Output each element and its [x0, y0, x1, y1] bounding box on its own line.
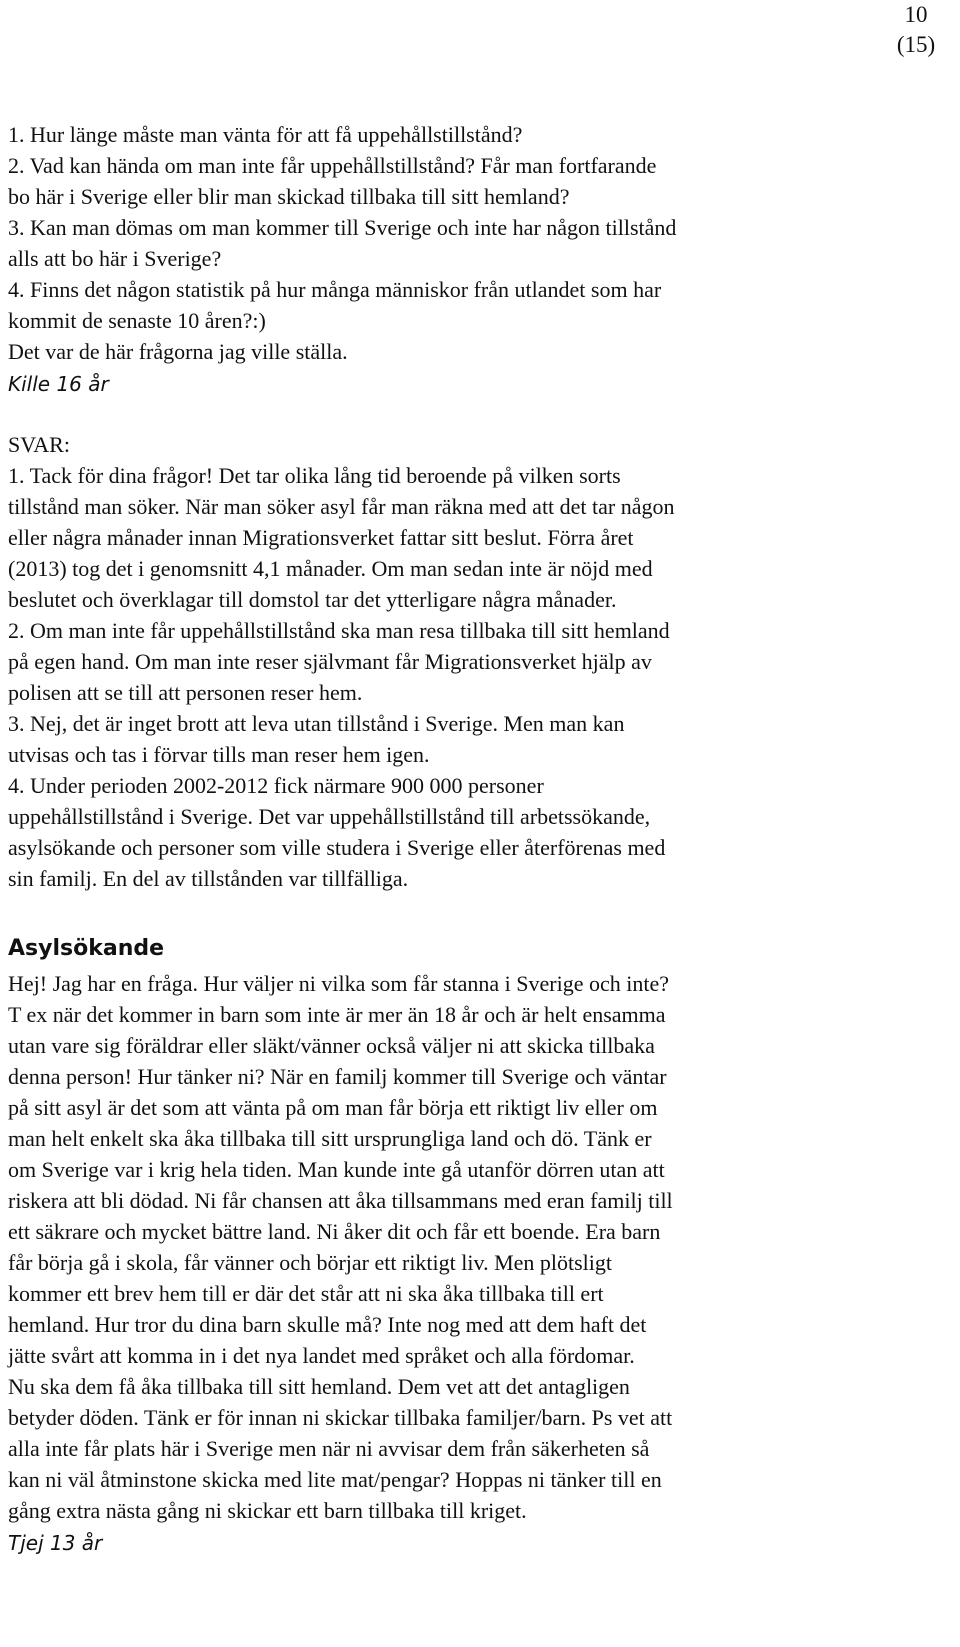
question-signature: Kille 16 år [8, 372, 109, 396]
text-line: 2. Vad kan hända om man inte får uppehållstillstånd? Får man fortfarande [8, 153, 657, 178]
text-line: betyder döden. Tänk er för innan ni skickar tillbaka familjer/barn. Ps vet att [8, 1405, 673, 1430]
text-line: bo här i Sverige eller blir man skickad tillbaka till sitt hemland? [8, 184, 570, 209]
text-line: denna person! Hur tänker ni? När en familj kommer till Sverige och väntar [8, 1064, 667, 1089]
letter-block [8, 934, 938, 1560]
text-line: utvisas och tas i förvar tills man reser hem igen. [8, 742, 430, 767]
text-line: jätte svårt att komma in i det nya landet med språket och alla fördomar. [8, 1343, 635, 1368]
text-line: på egen hand. Om man inte reser självmant får Migrationsverket hjälp av [8, 649, 652, 674]
text-line: gång extra nästa gång ni skickar ett barn tillbaka till kriget. [8, 1498, 527, 1523]
text-line: T ex när det kommer in barn som inte är mer än 18 år och är helt ensamma [8, 1002, 666, 1027]
text-line: sin familj. En del av tillstånden var tillfälliga. [8, 866, 409, 891]
text-line: (2013) tog det i genomsnitt 4,1 månader. Om man sedan inte är nöjd med [8, 556, 653, 581]
page-number-current: 10 [904, 2, 928, 27]
text-line: Nu ska dem få åka tillbaka till sitt hemland. Dem vet att det antagligen [8, 1374, 630, 1399]
text-line: 1. Tack för dina frågor! Det tar olika lång tid beroende på vilken sorts [8, 463, 621, 488]
text-line: utan vare sig föräldrar eller släkt/vänner också väljer ni att skicka tillbaka [8, 1033, 655, 1058]
text-line: om Sverige var i krig hela tiden. Man kunde inte gå utanför dörren utan att [8, 1157, 665, 1182]
text-line: 4. Under perioden 2002-2012 fick närmare 900 000 personer [8, 773, 544, 798]
text-line: 4. Finns det någon statistik på hur många människor från utlandet som har [8, 277, 662, 302]
text-line: polisen att se till att personen reser hem. [8, 680, 363, 705]
page-number [886, 0, 946, 60]
text-line: alls att bo här i Sverige? [8, 246, 222, 271]
text-line: kommer ett brev hem till er där det står att ni ska åka tillbaka till ert [8, 1281, 604, 1306]
text-line: tillstånd man söker. När man söker asyl får man räkna med att det tar någon [8, 494, 675, 519]
text-line: uppehållstillstånd i Sverige. Det var uppehållstillstånd till arbetssökande, [8, 804, 651, 829]
text-line: ett säkrare och mycket bättre land. Ni åker dit och får ett boende. Era barn [8, 1219, 661, 1244]
text-line: man helt enkelt ska åka tillbaka till sitt ursprungliga land och dö. Tänk er [8, 1126, 652, 1151]
text-line: eller några månader innan Migrationsverket fattar sitt beslut. Förra året [8, 525, 634, 550]
text-line: hemland. Hur tror du dina barn skulle må? Inte nog med att dem haft det [8, 1312, 647, 1337]
text-line: 3. Nej, det är inget brott att leva utan tillstånd i Sverige. Men man kan [8, 711, 625, 736]
text-line: asylsökande och personer som ville studera i Sverige eller återförenas med [8, 835, 666, 860]
text-line: på sitt asyl är det som att vänta på om man får börja ett riktigt liv eller om [8, 1095, 658, 1120]
text-line: alla inte får plats här i Sverige men när ni avvisar dem från säkerheten så [8, 1436, 650, 1461]
text-line: 1. Hur länge måste man vänta för att få uppehållstillstånd? [8, 122, 523, 147]
text-line: beslutet och överklagar till domstol tar det ytterligare några månader. [8, 587, 617, 612]
section-heading: Asylsökande [8, 936, 165, 961]
text-line: kan ni väl åtminstone skicka med lite mat/pengar? Hoppas ni tänker till en [8, 1467, 662, 1492]
text-line: kommit de senaste 10 åren?:) [8, 308, 266, 333]
text-line: Hej! Jag har en fråga. Hur väljer ni vilka som får stanna i Sverige och inte? [8, 971, 669, 996]
text-line: 2. Om man inte får uppehållstillstånd ska man resa tillbaka till sitt hemland [8, 618, 670, 643]
page-number-total: (15) [896, 32, 936, 57]
text-line: riskera att bli dödad. Ni får chansen att åka tillsammans med eran familj till [8, 1188, 673, 1213]
document-body [8, 119, 938, 1560]
text-line: Det var de här frågorna jag ville ställa. [8, 339, 348, 364]
question-block [8, 119, 938, 401]
text-line: får börja gå i skola, får vänner och börjar ett riktigt liv. Men plötsligt [8, 1250, 613, 1275]
text-line: 3. Kan man dömas om man kommer till Sverige och inte har någon tillstånd [8, 215, 677, 240]
answer-label: SVAR: [8, 432, 70, 457]
letter-signature: Tjej 13 år [8, 1531, 103, 1555]
answer-block [8, 429, 938, 894]
